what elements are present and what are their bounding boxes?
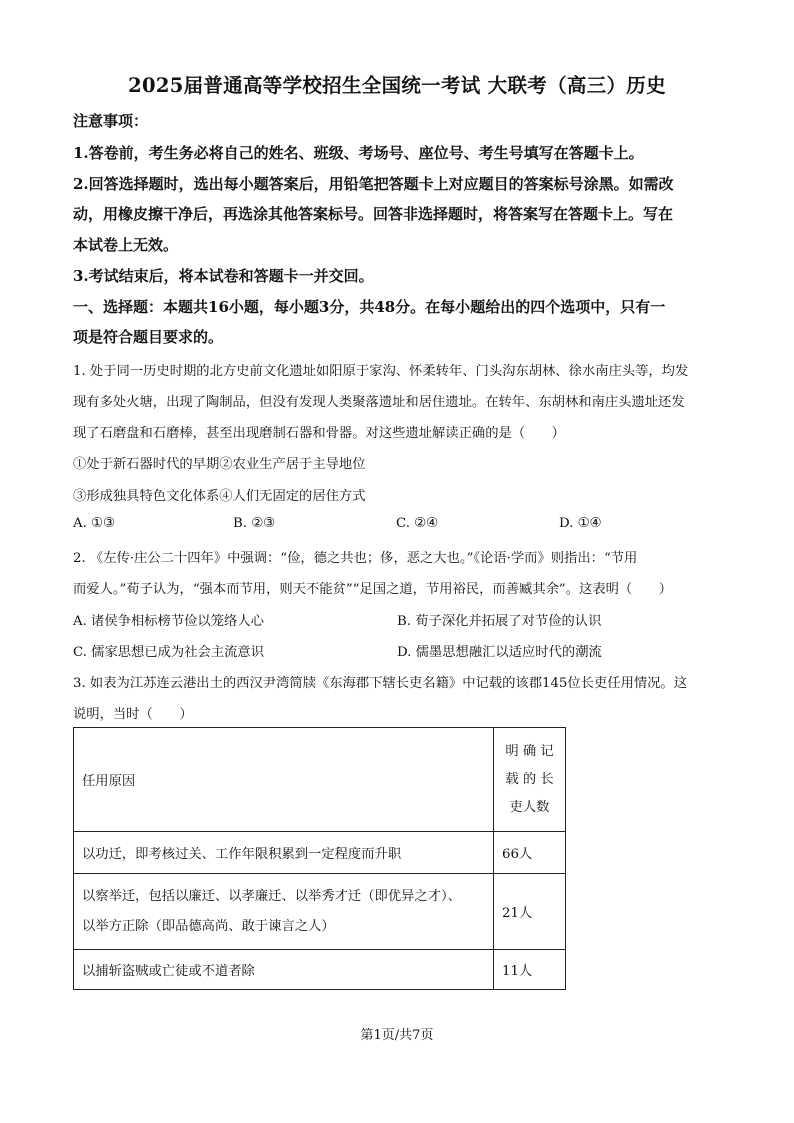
table-header-row [74,728,566,832]
question-2-option-a: A. 诸侯争相标榜节俭以笼络人心 [73,614,264,629]
table-cell-reason: 以功迁，即考核过关、工作年限积累到一定程度而升职 [74,832,494,874]
question-2-text: 而爱人。”荀子认为，“强本而节用，则天不能贫”“足国之道，节用裕民，而善臧其余”。这表明（ ） [73,582,673,597]
question-2-text: 2. 《左传·庄公二十四年》中强调：“俭，德之共也；侈，恶之大也。”《论语·学而》则指出：“节用 [73,551,638,566]
question-1-option-d: D. ①④ [559,516,602,531]
appointment-table [73,727,566,990]
question-1-option-a: A. ①③ [73,516,115,531]
table-cell-count: 21人 [494,874,566,950]
question-1-option-c: C. ②④ [396,516,438,531]
notice-line: 2.回答选择题时，选出每小题答案后，用铅笔把答题卡上对应题目的答案标号涂黑。如需改 [73,175,674,193]
notice-line: 1.答卷前，考生务必将自己的姓名、班级、考场号、座位号、考生号填写在答题卡上。 [73,144,644,162]
question-3-text: 3. 如表为江苏连云港出土的西汉尹湾简牍《东海郡下辖长吏名籍》中记载的该郡145位长吏任用情况。这 [73,676,688,691]
question-1-option-b: B. ②③ [233,516,276,531]
question-1-text: 1. 处于同一历史时期的北方史前文化遗址如阳原于家沟、怀柔转年、门头沟东胡林、徐水南庄头等，均发 [73,364,689,379]
question-1-text: 现有多处火塘，出现了陶制品，但没有发现人类聚落遗址和居住遗址。在转年、东胡林和南庄头遗址还发 [73,395,685,410]
table-row [74,874,566,950]
table-header-reason: 任用原因 [74,728,494,832]
notice-heading: 注意事项： [73,112,149,130]
section-heading: 一、选择题：本题共16小题，每小题3分，共48分。在每小题给出的四个选项中，只有一 [73,298,666,316]
table-row [74,950,566,990]
table-header-count: 明 确 记 载 的 长 吏人数 [494,728,566,832]
table-cell-reason: 以捕斩盗贼或亡徒或不道者除 [74,950,494,990]
page-title: 2025届普通高等学校招生全国统一考试 大联考（高三）历史 [128,74,666,97]
question-1-text: 现了石磨盘和石磨棒，甚至出现磨制石器和骨器。对这些遗址解读正确的是（ ） [73,426,565,441]
question-2-option-c: C. 儒家思想已成为社会主流意识 [73,645,265,660]
notice-line: 本试卷上无效。 [73,236,179,254]
question-1-statement: ③形成独具特色文化体系④人们无固定的居住方式 [73,489,366,504]
table-row [74,832,566,874]
question-2-option-b: B. 荀子深化并拓展了对节俭的认识 [397,614,602,629]
question-3-text: 说明，当时（ ） [73,707,193,722]
table-cell-reason: 以察举迁，包括以廉迁、以孝廉迁、以举秀才迁（即优异之才）、 以举方正除（即品德高尚、敢于谏言之人） [74,874,494,950]
question-2-option-d: D. 儒墨思想融汇以适应时代的潮流 [397,645,602,660]
page-footer: 第1页/共7页 [360,1028,434,1043]
table-cell-count: 11人 [494,950,566,990]
notice-line: 3.考试结束后，将本试卷和答题卡一并交回。 [73,267,374,285]
question-1-statement: ①处于新石器时代的早期②农业生产居于主导地位 [73,457,366,472]
table-cell-count: 66人 [494,832,566,874]
section-heading-cont: 项是符合题目要求的。 [73,328,224,346]
notice-line: 动，用橡皮擦干净后，再选涂其他答案标号。回答非选择题时，将答案写在答题卡上。写在 [73,205,674,223]
